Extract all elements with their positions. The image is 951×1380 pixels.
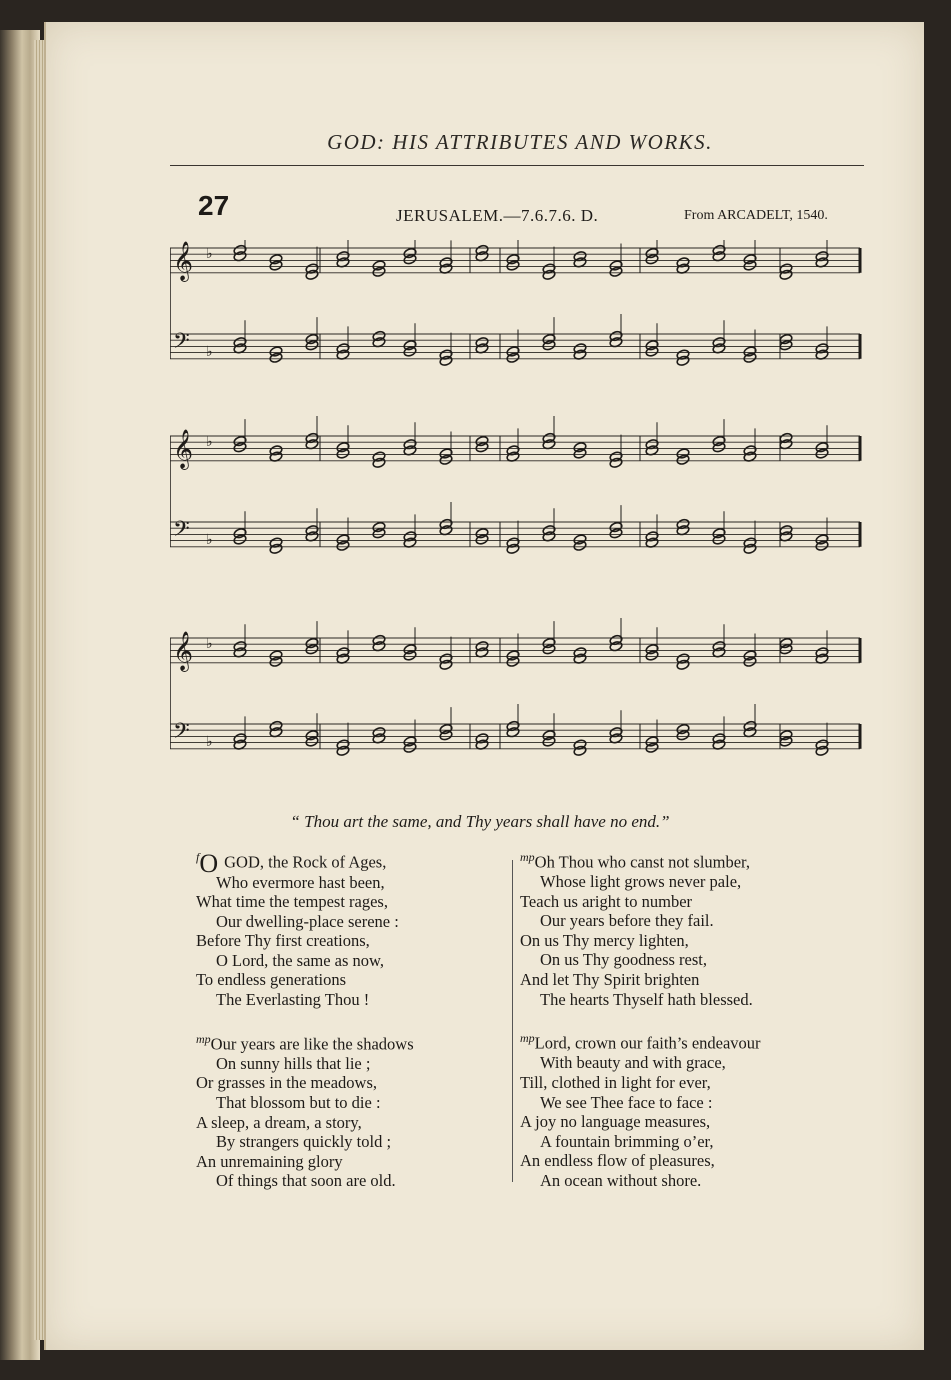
column-divider	[512, 860, 513, 1182]
bass-clef: 𝄢	[173, 517, 190, 547]
verse-text: Teach us aright to number	[520, 891, 693, 911]
music-score	[170, 240, 870, 790]
bass-clef: 𝄢	[173, 719, 190, 749]
bass-clef: 𝄢	[173, 329, 190, 359]
verse-text: Our dwelling-place serene :	[216, 911, 399, 931]
verses-left	[196, 848, 496, 1191]
verse-line	[520, 872, 850, 892]
verse-text: By strangers quickly told ;	[216, 1132, 392, 1152]
verse-line	[520, 1093, 850, 1113]
verse-line	[196, 1113, 496, 1133]
verse-line	[196, 1030, 496, 1054]
verse-line	[196, 848, 496, 878]
key-flat: ♭	[206, 735, 213, 750]
treble-clef: 𝄞	[173, 429, 194, 469]
verse-line	[520, 1029, 850, 1053]
verse-text: Or grasses in the meadows,	[196, 1073, 378, 1093]
verse-line	[520, 970, 850, 990]
verse-text: The hearts Thyself hath blessed.	[540, 989, 753, 1009]
verse-line	[520, 990, 850, 1010]
verse-line	[520, 1151, 850, 1171]
verse-line	[520, 1053, 850, 1073]
verse-line	[520, 1073, 850, 1093]
key-flat: ♭	[206, 247, 213, 262]
verse-text: GOD, the Rock of Ages,	[224, 852, 387, 872]
verse-text: An ocean without shore.	[540, 1170, 702, 1190]
verse-text: Lord, crown our faith’s endeavour	[534, 1033, 761, 1053]
tune-source: From ARCADELT, 1540.	[684, 208, 828, 223]
verse-text: A fountain brimming o’er,	[540, 1131, 714, 1151]
verse-text: On us Thy goodness rest,	[540, 950, 707, 970]
verse-line	[520, 931, 850, 951]
verse-line	[520, 1112, 850, 1132]
running-head: GOD: HIS ATTRIBUTES AND WORKS.	[327, 130, 713, 154]
verse-text: Oh Thou who canst not slumber,	[534, 852, 751, 872]
verse-text: We see Thee face to face :	[540, 1092, 713, 1112]
key-flat: ♭	[206, 533, 213, 548]
verse-line	[196, 873, 496, 893]
dynamic-marking: mp	[520, 850, 535, 864]
verse-text: O Lord, the same as now,	[216, 950, 385, 970]
verse-text: On us Thy mercy lighten,	[520, 930, 689, 950]
treble-clef: 𝄞	[173, 631, 194, 671]
verse-line	[196, 892, 496, 912]
verse-text: And let Thy Spirit brighten	[520, 970, 700, 990]
verse-text: A sleep, a dream, a story,	[196, 1112, 362, 1132]
verse-line	[520, 911, 850, 931]
verse-line	[520, 848, 850, 872]
verse-text: An endless flow of pleasures,	[520, 1151, 715, 1171]
dynamic-marking: mp	[520, 1031, 535, 1046]
tune-name: JERUSALEM.—7.6.7.6. D.	[396, 206, 599, 225]
verse-text: What time the tempest rages,	[196, 892, 388, 912]
head-rule	[170, 165, 864, 166]
verse-text: To endless generations	[196, 970, 347, 990]
treble-clef: 𝄞	[173, 241, 194, 281]
verse-text: Our years before they fail.	[540, 911, 714, 931]
verse-line	[520, 950, 850, 970]
verse-line	[196, 1152, 496, 1172]
verse-line	[520, 1132, 850, 1152]
verse-line	[196, 1132, 496, 1152]
key-flat: ♭	[206, 345, 213, 360]
hymn-number: 27	[198, 190, 230, 221]
verse-line	[196, 1171, 496, 1191]
verse-text: On sunny hills that lie ;	[216, 1053, 371, 1073]
verse-line	[196, 951, 496, 971]
verse-text: With beauty and with grace,	[540, 1053, 726, 1073]
verses-right	[520, 848, 850, 1191]
verse-text: A joy no language measures,	[520, 1112, 711, 1132]
verse-text: Our years are like the shadows	[210, 1034, 414, 1054]
verse-line	[196, 931, 496, 951]
verse-line	[196, 912, 496, 932]
verse-text: Of things that soon are old.	[216, 1171, 396, 1191]
verse-text: That blossom but to die :	[216, 1092, 381, 1112]
verse-line	[196, 1093, 496, 1113]
key-flat: ♭	[206, 435, 213, 450]
verse-text: Till, clothed in light for ever,	[520, 1072, 711, 1092]
page-edges	[34, 40, 44, 1340]
verse-text: An unremaining glory	[196, 1151, 343, 1171]
key-flat: ♭	[206, 637, 213, 652]
dynamic-marking: f	[196, 850, 200, 864]
verse-line	[196, 1073, 496, 1093]
verse-line	[520, 892, 850, 912]
verse-line	[196, 990, 496, 1010]
verse-text: Who evermore hast been,	[216, 872, 385, 892]
drop-cap: O	[199, 848, 219, 878]
dynamic-marking: mp	[196, 1031, 211, 1046]
verse-line	[196, 1054, 496, 1074]
verse-text: Before Thy first creations,	[196, 931, 370, 951]
verse-line	[196, 970, 496, 990]
verse-text: The Everlasting Thou !	[216, 990, 370, 1010]
score-systems	[170, 240, 860, 757]
epigraph: “ Thou art the same, and Thy years shall have no end.”	[290, 812, 670, 831]
verse-text: Whose light grows never pale,	[540, 872, 742, 892]
verse-line	[520, 1171, 850, 1191]
